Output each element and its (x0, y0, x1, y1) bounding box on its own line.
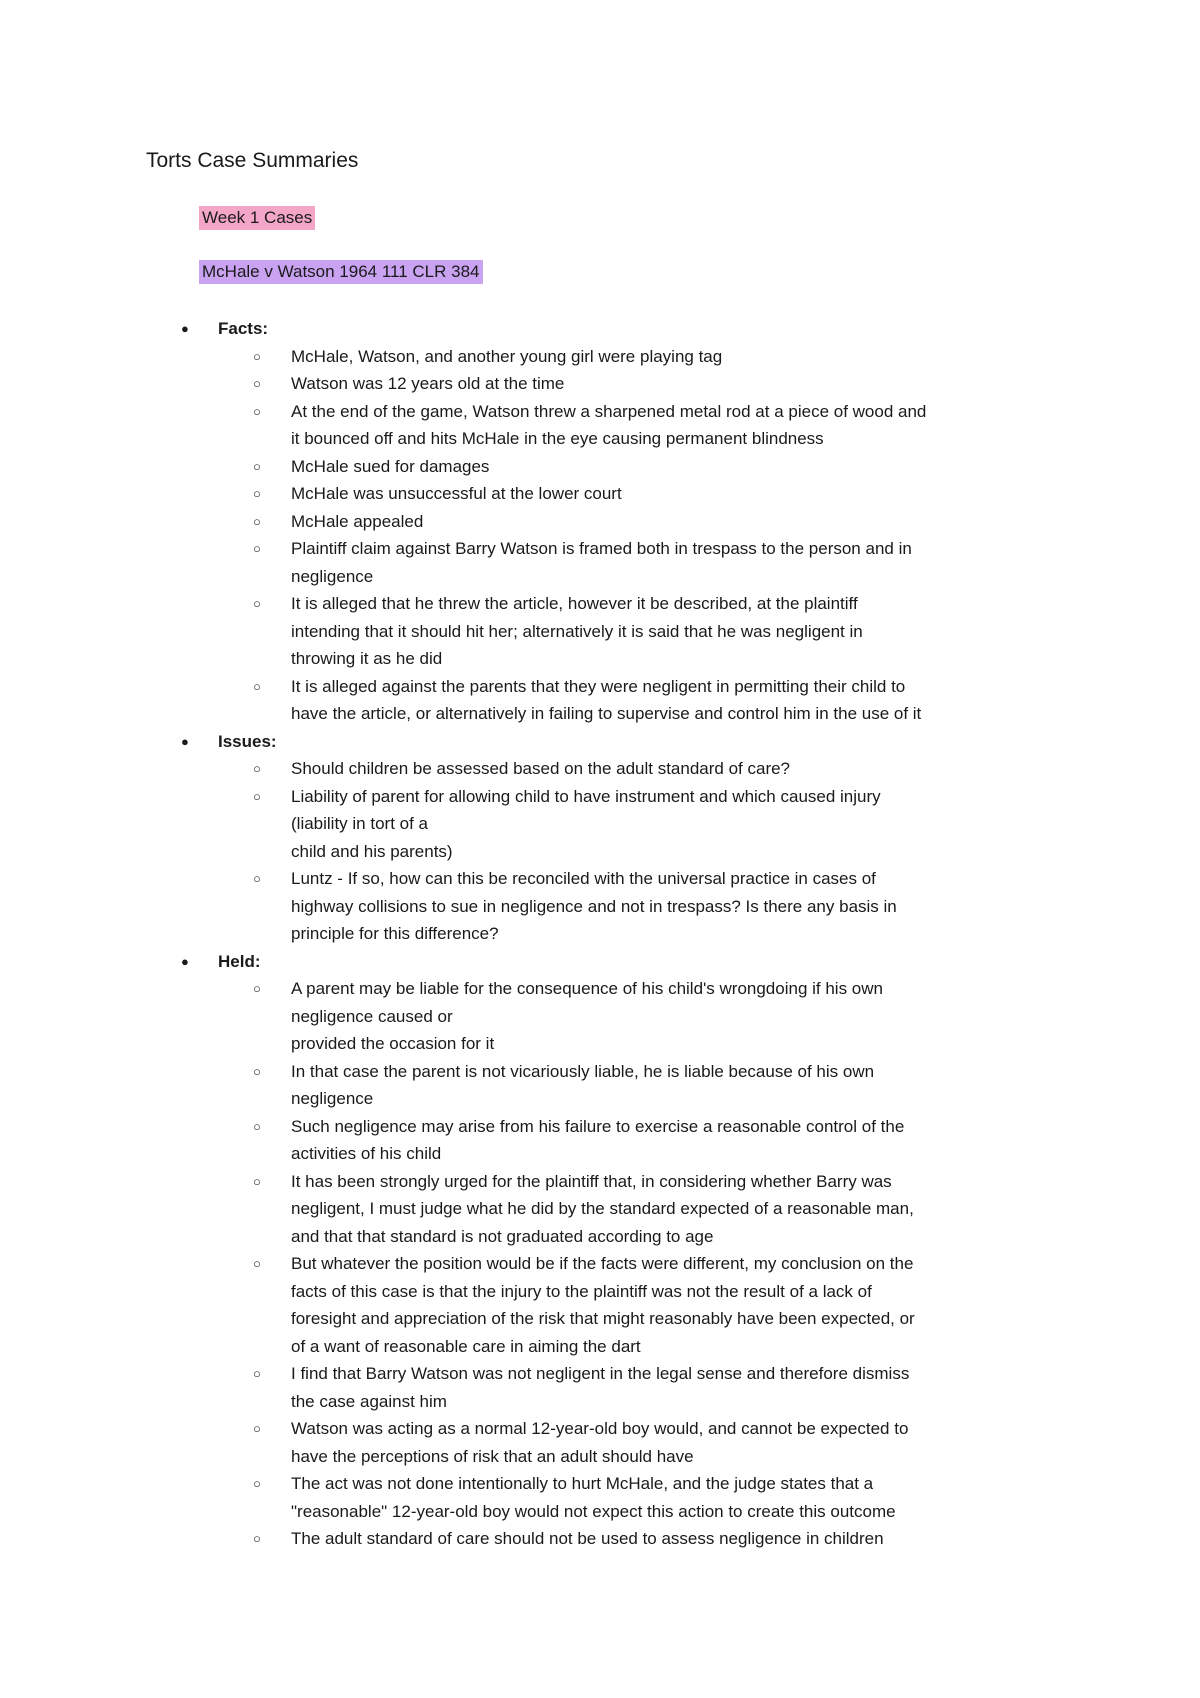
text-line: It is alleged that he threw the article, however it be described, at the plaintiff (291, 594, 858, 613)
text-line: (liability in tort of a (291, 814, 428, 833)
sub-point-text (291, 1360, 1081, 1415)
sub-point-text (291, 755, 1081, 783)
text-line: have the article, or alternatively in failing to supervise and control him in the use of it (291, 704, 922, 723)
sub-point-text (291, 783, 1081, 866)
bullet-circle-icon: ○ (253, 596, 261, 611)
case-outline (0, 315, 1200, 1553)
text-line: It has been strongly urged for the plaintiff that, in considering whether Barry was (291, 1171, 892, 1191)
sub-point-list (0, 975, 1200, 1553)
bullet-circle-icon: ○ (253, 981, 261, 996)
sub-point-list (0, 755, 1200, 948)
bullet-disc-icon: ● (181, 321, 189, 336)
bullet-circle-icon: ○ (253, 486, 261, 501)
sub-point (0, 590, 1200, 673)
week-heading: Week 1 Cases (199, 206, 315, 230)
text-line: negligence (291, 1089, 374, 1108)
sub-point (0, 1058, 1200, 1113)
sub-point-text (291, 673, 1081, 728)
bullet-circle-icon: ○ (253, 513, 261, 529)
text-line: Liability of parent for allowing child to have instrument and which caused injury (291, 786, 881, 806)
sub-point-text (291, 1250, 1081, 1360)
section-heading (0, 315, 1200, 343)
sub-point-text (291, 590, 1081, 673)
text-line: Luntz - If so, how can this be reconciled with the universal practice in cases of (291, 869, 876, 888)
sub-point (0, 783, 1200, 866)
bullet-circle-icon: ○ (253, 1173, 261, 1189)
sub-point (0, 343, 1200, 371)
text-line: McHale was unsuccessful at the lower court (291, 484, 622, 503)
text-line: Plaintiff claim against Barry Watson is framed both in trespass to the person and in (291, 539, 912, 558)
text-line: the case against him (291, 1391, 447, 1411)
text-line: negligence caused or (291, 1006, 453, 1026)
text-line: But whatever the position would be if the facts were different, my conclusion on the (291, 1254, 914, 1273)
text-line: McHale, Watson, and another young girl were playing tag (291, 346, 723, 366)
text-line: In that case the parent is not vicariously liable, he is liable because of his own (291, 1061, 875, 1081)
section-facts (0, 315, 1200, 728)
text-line: foresight and appreciation of the risk that might reasonably have been expected, or (291, 1309, 915, 1328)
sub-point-text (291, 1058, 1081, 1113)
text-line: negligence (291, 566, 374, 586)
sub-point-text (291, 1415, 1081, 1470)
sub-point (0, 453, 1200, 481)
bullet-circle-icon: ○ (253, 348, 261, 364)
text-line: McHale appealed (291, 511, 424, 531)
sub-point (0, 370, 1200, 398)
sub-point-text (291, 398, 1081, 453)
sub-point (0, 865, 1200, 948)
sub-point-text (291, 370, 1081, 398)
sub-point-text (291, 535, 1081, 590)
sub-point (0, 508, 1200, 536)
section-heading (0, 728, 1200, 756)
section-heading (0, 948, 1200, 976)
sub-point-text (291, 1168, 1081, 1251)
sub-point (0, 755, 1200, 783)
text-line: "reasonable" 12-year-old boy would not expect this action to create this outcome (291, 1501, 896, 1521)
text-line: it bounced off and hits McHale in the eye causing permanent blindness (291, 429, 824, 448)
bullet-circle-icon: ○ (253, 761, 261, 776)
bullet-circle-icon: ○ (253, 376, 261, 391)
text-line: The act was not done intentionally to hurt McHale, and the judge states that a (291, 1474, 874, 1493)
bullet-disc-icon: ● (181, 953, 189, 969)
bullet-circle-icon: ○ (253, 1118, 261, 1134)
bullet-disc-icon: ● (181, 733, 189, 749)
sub-point-text (291, 343, 1081, 371)
sub-point-text (291, 1113, 1081, 1168)
text-line: highway collisions to sue in negligence and not in trespass? Is there any basis in (291, 896, 897, 916)
text-line: It is alleged against the parents that they were negligent in permitting their child to (291, 676, 906, 696)
bullet-circle-icon: ○ (253, 403, 261, 419)
sub-point-text (291, 480, 1081, 508)
bullet-circle-icon: ○ (253, 1063, 261, 1079)
bullet-circle-icon: ○ (253, 871, 261, 886)
sub-point (0, 673, 1200, 728)
bullet-circle-icon: ○ (253, 1421, 261, 1436)
bullet-circle-icon: ○ (253, 541, 261, 556)
text-line: activities of his child (291, 1144, 442, 1163)
text-line: provided the occasion for it (291, 1034, 495, 1053)
sub-point (0, 1525, 1200, 1553)
text-line: Watson was acting as a normal 12-year-old boy would, and cannot be expected to (291, 1419, 909, 1438)
bullet-circle-icon: ○ (253, 458, 261, 474)
document-title: Torts Case Summaries (146, 149, 359, 172)
text-line: negligent, I must judge what he did by the standard expected of a reasonable man, (291, 1199, 914, 1218)
bullet-circle-icon: ○ (253, 788, 261, 804)
text-line: of a want of reasonable care in aiming the dart (291, 1336, 641, 1356)
section-label: Issues: (218, 731, 277, 751)
sub-point-text (291, 508, 1081, 536)
text-line: and that that standard is not graduated according to age (291, 1226, 714, 1246)
text-line: McHale sued for damages (291, 456, 490, 476)
text-line: Should children be assessed based on the adult standard of care? (291, 759, 791, 778)
sub-point-text (291, 453, 1081, 481)
sub-point-list (0, 343, 1200, 728)
text-line: throwing it as he did (291, 649, 443, 668)
text-line: principle for this difference? (291, 924, 499, 943)
section-label: Facts: (218, 319, 269, 338)
case-heading: McHale v Watson 1964 111 CLR 384 (199, 260, 483, 284)
sub-point (0, 480, 1200, 508)
section-held (0, 948, 1200, 1553)
sub-point (0, 975, 1200, 1058)
text-line: have the perceptions of risk that an adult should have (291, 1446, 694, 1466)
sub-point (0, 535, 1200, 590)
bullet-circle-icon: ○ (253, 1366, 261, 1381)
bullet-circle-icon: ○ (253, 1531, 261, 1546)
text-line: I find that Barry Watson was not negligent in the legal sense and therefore dismiss (291, 1364, 910, 1383)
bullet-circle-icon: ○ (253, 678, 261, 694)
sub-point (0, 1415, 1200, 1470)
sub-point-text (291, 865, 1081, 948)
sub-point (0, 1250, 1200, 1360)
sub-point-text (291, 1525, 1081, 1553)
sub-point (0, 1470, 1200, 1525)
bullet-circle-icon: ○ (253, 1476, 261, 1491)
text-line: The adult standard of care should not be used to assess negligence in children (291, 1529, 884, 1548)
text-line: Watson was 12 years old at the time (291, 374, 565, 393)
sub-point (0, 1113, 1200, 1168)
sub-point (0, 1168, 1200, 1251)
section-label: Held: (218, 951, 261, 971)
sub-point-text (291, 975, 1081, 1058)
text-line: facts of this case is that the injury to the plaintiff was not the result of a lack of (291, 1281, 872, 1301)
text-line: child and his parents) (291, 841, 453, 861)
sub-point-text (291, 1470, 1081, 1525)
text-line: A parent may be liable for the consequence of his child's wrongdoing if his own (291, 979, 883, 998)
text-line: intending that it should hit her; alternatively it is said that he was negligent in (291, 621, 863, 641)
sub-point (0, 398, 1200, 453)
text-line: At the end of the game, Watson threw a sharpened metal rod at a piece of wood and (291, 401, 927, 421)
sub-point (0, 1360, 1200, 1415)
text-line: Such negligence may arise from his failure to exercise a reasonable control of the (291, 1116, 905, 1136)
section-issues (0, 728, 1200, 948)
bullet-circle-icon: ○ (253, 1256, 261, 1271)
